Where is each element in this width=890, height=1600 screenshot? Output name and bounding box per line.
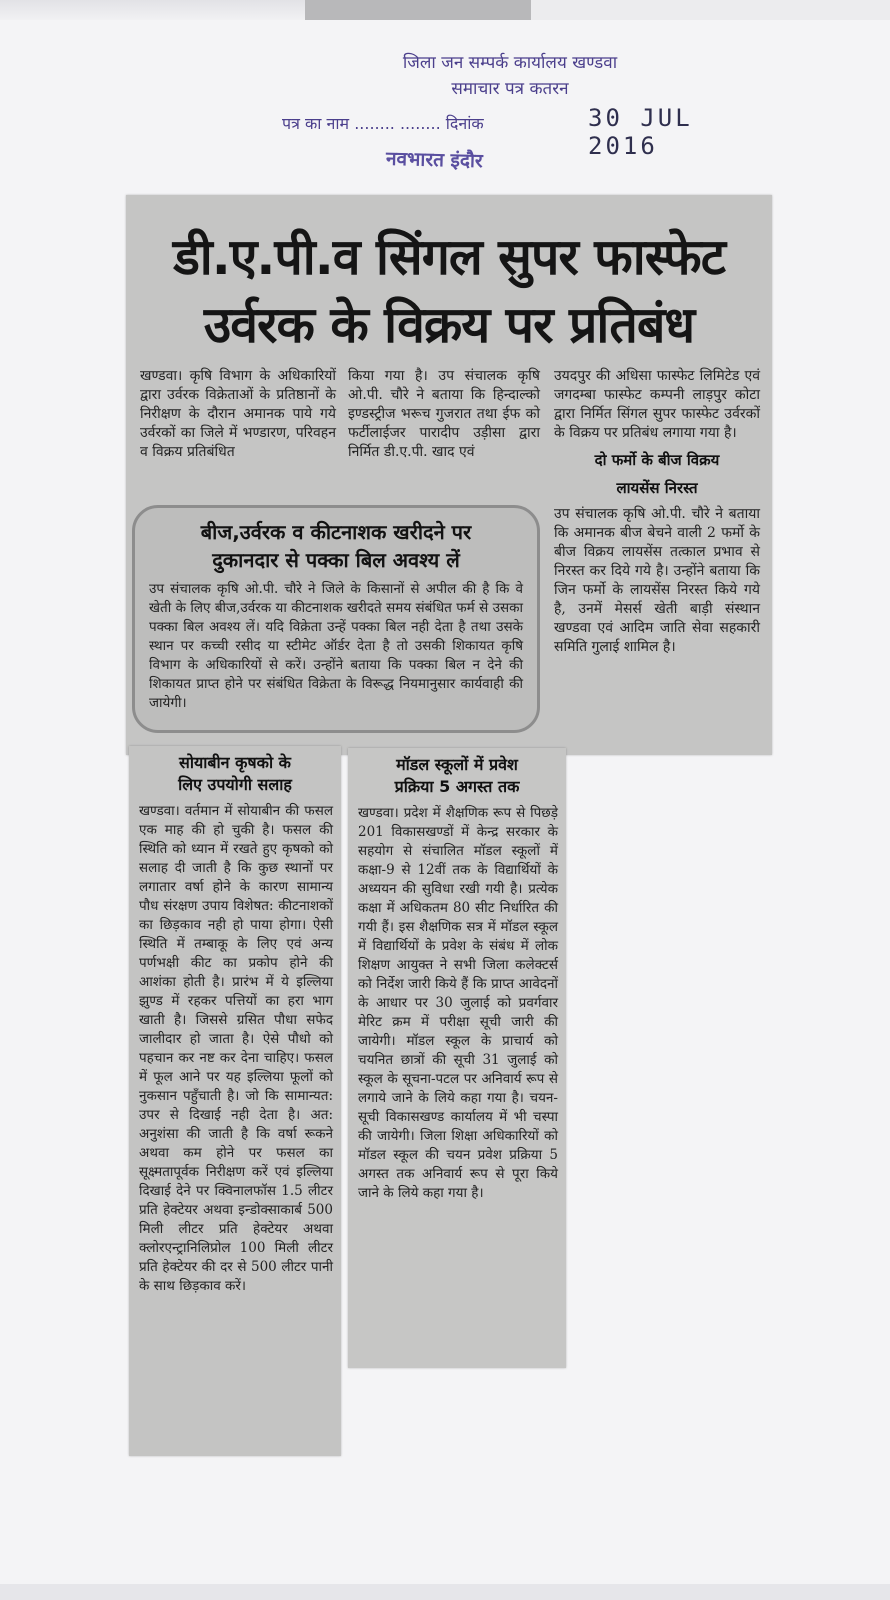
stamp-clipping: समाचार पत्र कतरन — [451, 79, 569, 99]
model-school-title — [348, 754, 566, 798]
soybean-title-line-2: लिए उपयोगी सलाह — [178, 775, 292, 794]
main-col-1: खण्डवा। कृषि विभाग के अधिकारियों द्वारा उर्वरक विक्रेताओं के प्रतिष्ठानों के निरीक्षण के दौरान अमानक पाये गये उर्वरकों का जिले में भण्डारण, परिवहन व विक्रय प्रतिबंधित — [140, 368, 336, 460]
scan-highlight — [531, 0, 890, 20]
main-col-3 — [554, 367, 760, 657]
bill-notice-body: उप संचालक कृषि ओ.पी. चौरे ने जिले के किसानों से अपील की है कि वे खेती के लिए बीज,उर्वरक या कीटनाशक खरीदते समय संबंधित फर्म से उसका पक्का बिल अवश्य लें। यदि विक्रेता उन्हें पक्का बिल नही देता है तथा उसके स्थान पर कच्ची रसीद या स्टीमेट ऑर्डर देता है तो उसकी शिकायत कृषि विभाग के अधिकारियों से करें। उन्होंने बताया कि पक्का बिल न देने की शिकायत प्राप्त होने पर संबंधित विक्रेता के विरूद्ध नियमानुसार कार्यवाही की जायेगी। — [149, 581, 523, 711]
stamp-office: जिला जन सम्पर्क कार्यालय खण्डवा — [402, 53, 618, 73]
scan-shadow — [305, 0, 531, 20]
headline-line-1: डी.ए.पी.व सिंगल सुपर फास्फेट — [173, 228, 725, 286]
model-school-title-line-2: प्रक्रिया 5 अगस्त तक — [394, 777, 520, 796]
model-school-body: खण्डवा। प्रदेश में शैक्षणिक रूप से पिछड़े 201 विकासखण्डों में केन्द्र सरकार के सहयोग से संचालित मॉडल स्कूलों में कक्षा-9 से 12वीं तक के विद्यार्थियों के अध्ययन की सुविधा रखी गयी है। प्रत्येक कक्षा में अधिकतम 80 सीट निर्धारित की गयी हैं। इस शैक्षणिक सत्र में मॉडल स्कूल में विद्यार्थियों के प्रवेश के संबंध में लोक शिक्षण आयुक्त ने सभी जिला कलेक्टर्स को निर्देश जारी किये हैं कि प्राप्त आवेदनों के आधार पर 30 जुलाई को प्रवर्गवार मेरिट क्रम में परीक्षा सूची जारी की जायेगी। मॉडल स्कूल के प्राचार्य को चयनित छात्रों की सूची 31 जुलाई को स्कूल के सूचना-पटल पर अनिवार्य रूप से लगाये जाने के लिये कहा गया है। चयन-सूची विकासखण्ड कार्यालय में भी चस्पा की जायेगी। जिला शिक्षा अधिकारियों को मॉडल स्कूल की चयन प्रवेश प्रक्रिया 5 अगस्त तक अनिवार्य रूप से पूरा किये जाने के लिये कहा गया है। — [358, 805, 558, 1201]
model-school-title-line-1: मॉडल स्कूलों में प्रवेश — [396, 755, 518, 774]
seed-license-subhead-2: लायसेंस निरस्त — [616, 479, 698, 497]
stamp-paper-label: पत्र का नाम ........ ........ दिनांक — [282, 114, 484, 133]
bill-notice-title-line-2: दुकानदार से पक्का बिल अवश्य लें — [212, 548, 460, 572]
seed-license-subhead-1: दो फर्मो के बीज विक्रय — [594, 451, 720, 469]
headline-line-2: उर्वरक के विक्रय पर प्रतिबंध — [203, 296, 695, 354]
main-headline — [126, 223, 772, 359]
model-school-clipping — [348, 748, 566, 1368]
bill-notice-box — [132, 505, 540, 733]
stamp-paper-name: नवभारत इंदौर — [385, 147, 483, 173]
scan-top-edge — [0, 0, 890, 20]
main-col-3-body: उप संचालक कृषि ओ.पी. चौरे ने बताया कि अमानक बीज बेचने वाली 2 फर्मो के बीज विक्रय लायसेंस तत्काल प्रभाव से निरस्त कर दिये गये है। उन्होंने बताया कि जिन फर्मो के लायसेंस निरस्त किये गये है, उनमें मेसर्स खेती बाड़ी संस्थान खण्डवा एवं आदिम जाति सेवा सहकारी समिति गुलाई शामिल है। — [554, 506, 760, 655]
main-col-3-text: उयदपुर की अधिसा फास्फेट लिमिटेड एवं जगदम्बा फास्फेट कम्पनी लाड़पुर कोटा द्वारा निर्मित सिंगल सुपर फास्फेट उर्वरकों के विक्रय पर प्रतिबंध लगाया गया है। — [554, 368, 760, 441]
bill-notice-title-line-1: बीज,उर्वरक व कीटनाशक खरीदने पर — [200, 520, 472, 544]
main-clipping — [126, 195, 772, 755]
soybean-clipping — [129, 746, 341, 1456]
stamp-date: 30 JUL 2016 — [588, 104, 693, 160]
soybean-title-line-1: सोयाबीन कृषको के — [179, 753, 291, 772]
main-col-2: किया गया है। उप संचालक कृषि ओ.पी. चौरे ने बताया कि हिन्दाल्को इण्डस्ट्रीज भरूच गुजरात तथा ईफ को फर्टीलाईजर पारादीप उड़ीसा द्वारा निर्मित डी.ए.पी. खाद एवं — [348, 368, 540, 460]
bill-notice-title — [135, 518, 537, 574]
soybean-title — [129, 752, 341, 796]
soybean-body: खण्डवा। वर्तमान में सोयाबीन की फसल एक माह की हो चुकी है। फसल की स्थिति को ध्यान में रखते हुए कृषको को सलाह दी जाती है कि कुछ स्थानों पर लगातार वर्षा होने के कारण सामान्य पौध संरक्षण उपाय विशेषत: कीटनाशकों का छिड़काव नही हो पाया होगा। ऐसी स्थिति में तम्बाकू के लिए एवं अन्य पर्णभक्षी कीट का प्रकोप होने की आशंका होती है। प्रारंभ में ये इल्लिया झुण्ड में रहकर पत्तियों का हरा भाग खाती है। जिससे ग्रसित पौधा सफेद जालीदार हो जाता है। ऐसे पौधो को पहचान कर नष्ट कर देना चाहिए। फसल में फूल आने पर यह इल्लिया फूलों को नुकसान पहुँचाती है। जो कि सामान्यत: उपर से दिखाई नही देता है। अत: अनुशंसा की जाती है कि वर्षा रूकने अथवा कम होने पर फसल का सूक्ष्मतापूर्वक निरीक्षण करें एवं इल्लिया दिखाई देने पर क्विनालफॉस 1.5 लीटर प्रति हेक्टेयर अथवा इन्डोक्साकार्ब 500 मिली लीटर प्रति हेक्टेयर अथवा क्लोरएन्ट्रानिलिप्रोल 100 मिली लीटर प्रति हेक्टेयर की दर से 500 लीटर पानी के साथ छिड़काव करें। — [139, 803, 333, 1294]
scan-bottom-edge — [0, 1584, 890, 1600]
